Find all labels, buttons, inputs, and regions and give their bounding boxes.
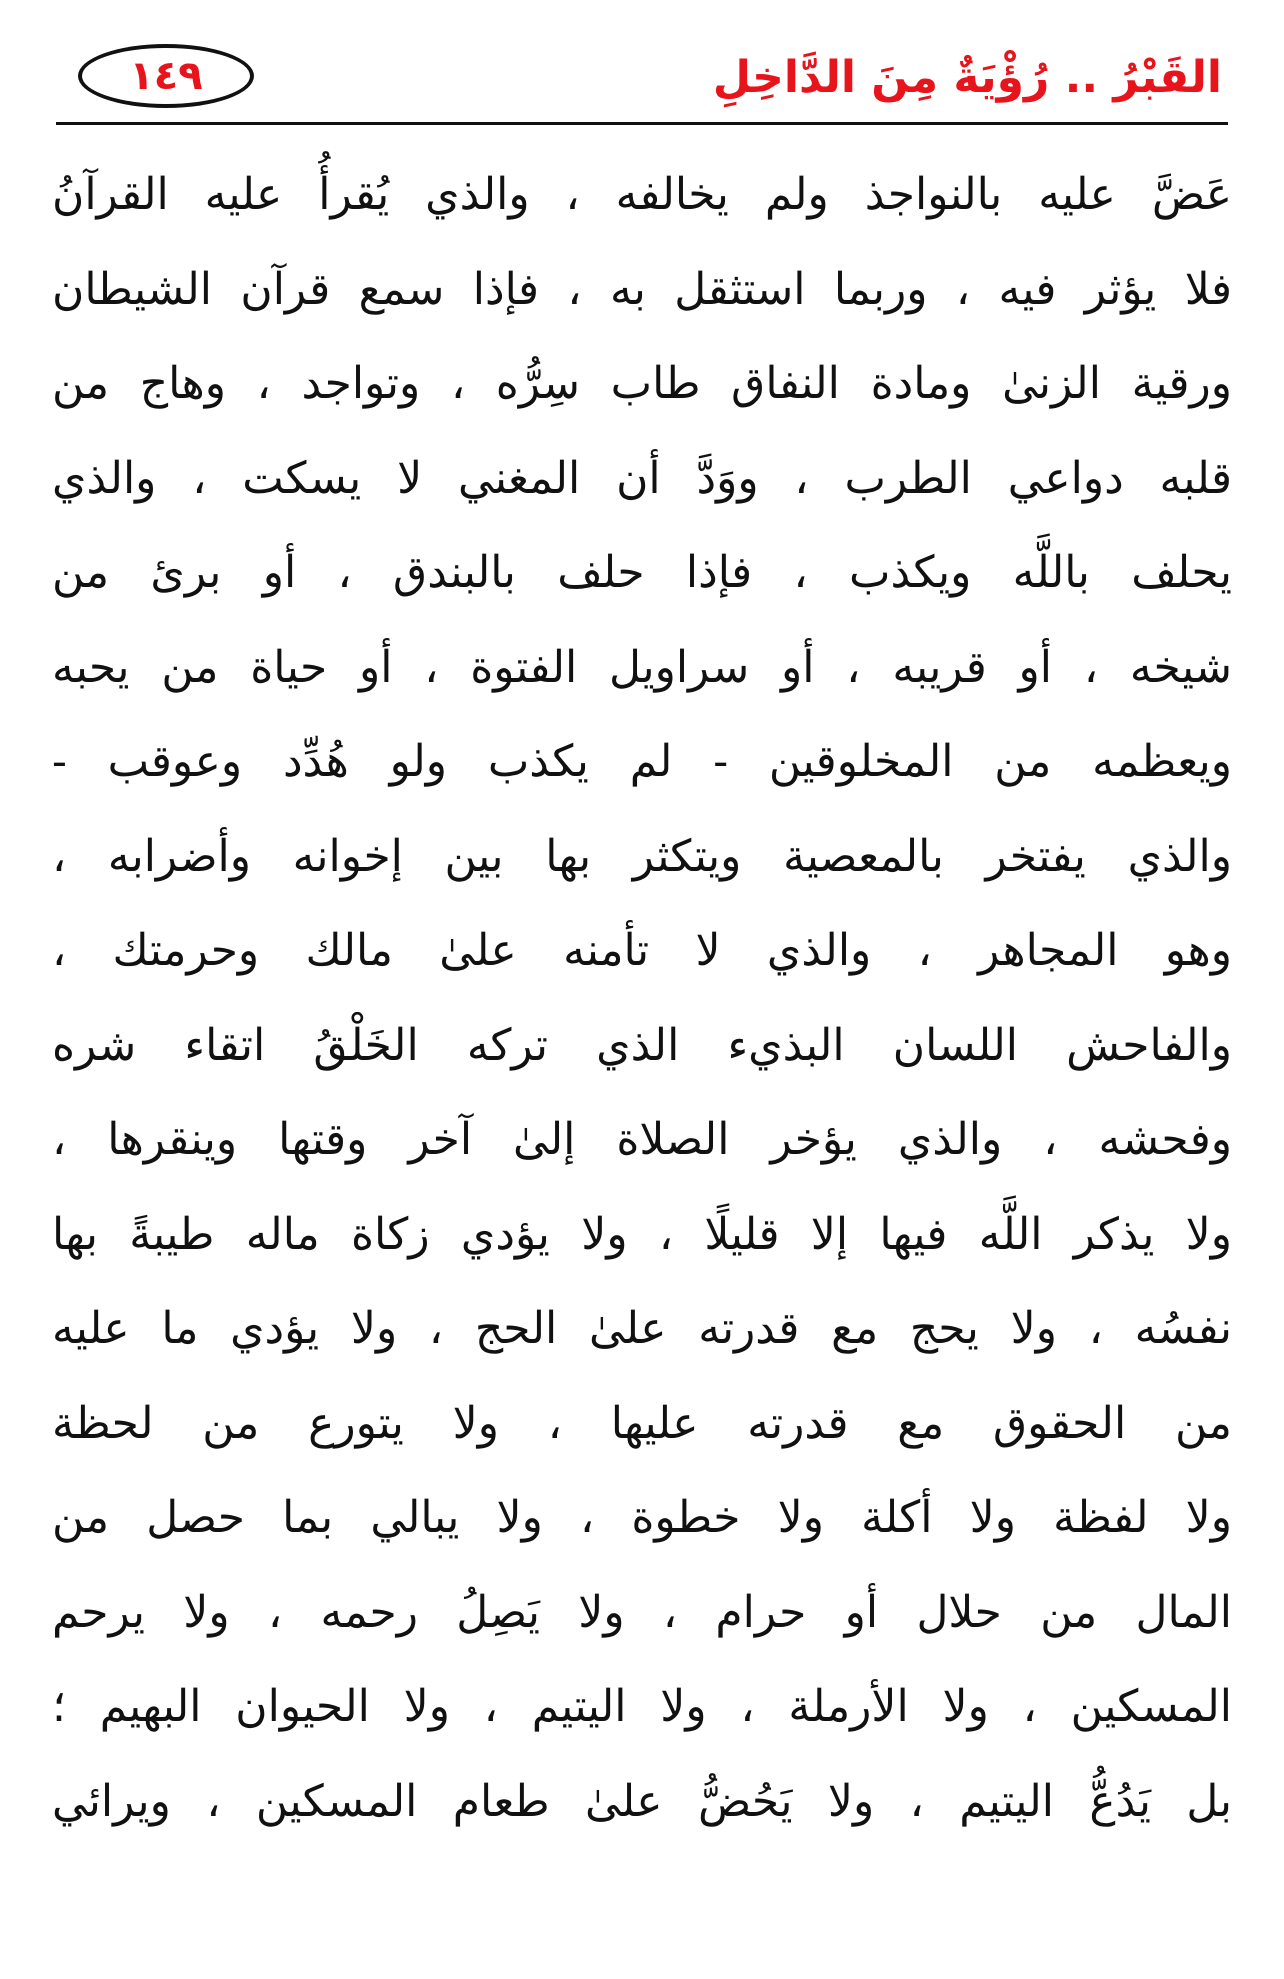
text-line: والفاحش اللسان البذيء الذي تركه الخَلْقُ اتقاء شره [52, 1019, 1232, 1071]
text-line: والذي يفتخر بالمعصية ويتكثر بها بين إخوانه وأضرابه ، [52, 830, 1232, 882]
page-number-badge: ١٤٩ [78, 44, 254, 108]
text-line: ويعظمه من المخلوقين - لم يكذب ولو هُدِّد وعوقب - [52, 736, 1232, 787]
text-line: يحلف باللَّه ويكذب ، فإذا حلف بالبندق ، أو برئ من [52, 547, 1232, 598]
text-line: فلا يؤثر فيه ، وربما استثقل به ، فإذا سمع قرآن الشيطان [52, 263, 1232, 315]
running-title: القَبْرُ .. رُؤْيَةٌ مِنَ الدَّاخِلِ [712, 52, 1222, 103]
text-line: بل يَدُعُّ اليتيم ، ولا يَحُضُّ علىٰ طعام المسكين ، ويرائي [52, 1775, 1232, 1827]
text-line: قلبه دواعي الطرب ، ووَدَّ أن المغني لا يسكت ، والذي [52, 452, 1232, 504]
text-line: ورقية الزنىٰ ومادة النفاق طاب سِرُّه ، وتواجد ، وهاج من [52, 358, 1232, 409]
text-line: عَضَّ عليه بالنواجذ ولم يخالفه ، والذي يُقرأُ عليه القرآنُ [52, 169, 1232, 220]
text-line: شيخه ، أو قريبه ، أو سراويل الفتوة ، أو حياة من يحبه [52, 641, 1232, 693]
page-header [56, 40, 1228, 124]
body-text [52, 148, 1232, 1849]
text-line: المسكين ، ولا الأرملة ، ولا اليتيم ، ولا الحيوان البهيم ؛ [52, 1681, 1232, 1732]
text-line: ولا يذكر اللَّه فيها إلا قليلًا ، ولا يؤدي زكاة ماله طيبةً بها [52, 1208, 1232, 1260]
text-line: وفحشه ، والذي يؤخر الصلاة إلىٰ آخر وقتها وينقرها ، [52, 1114, 1232, 1165]
text-line: نفسُه ، ولا يحج مع قدرته علىٰ الحج ، ولا يؤدي ما عليه [52, 1303, 1232, 1354]
header-divider [56, 122, 1228, 125]
text-line: وهو المجاهر ، والذي لا تأمنه علىٰ مالك وحرمتك ، [52, 925, 1232, 976]
text-line: المال من حلال أو حرام ، ولا يَصِلُ رحمه ، ولا يرحم [52, 1586, 1232, 1638]
text-line: من الحقوق مع قدرته عليها ، ولا يتورع من لحظة [52, 1397, 1232, 1449]
text-line: ولا لفظة ولا أكلة ولا خطوة ، ولا يبالي بما حصل من [52, 1492, 1232, 1543]
